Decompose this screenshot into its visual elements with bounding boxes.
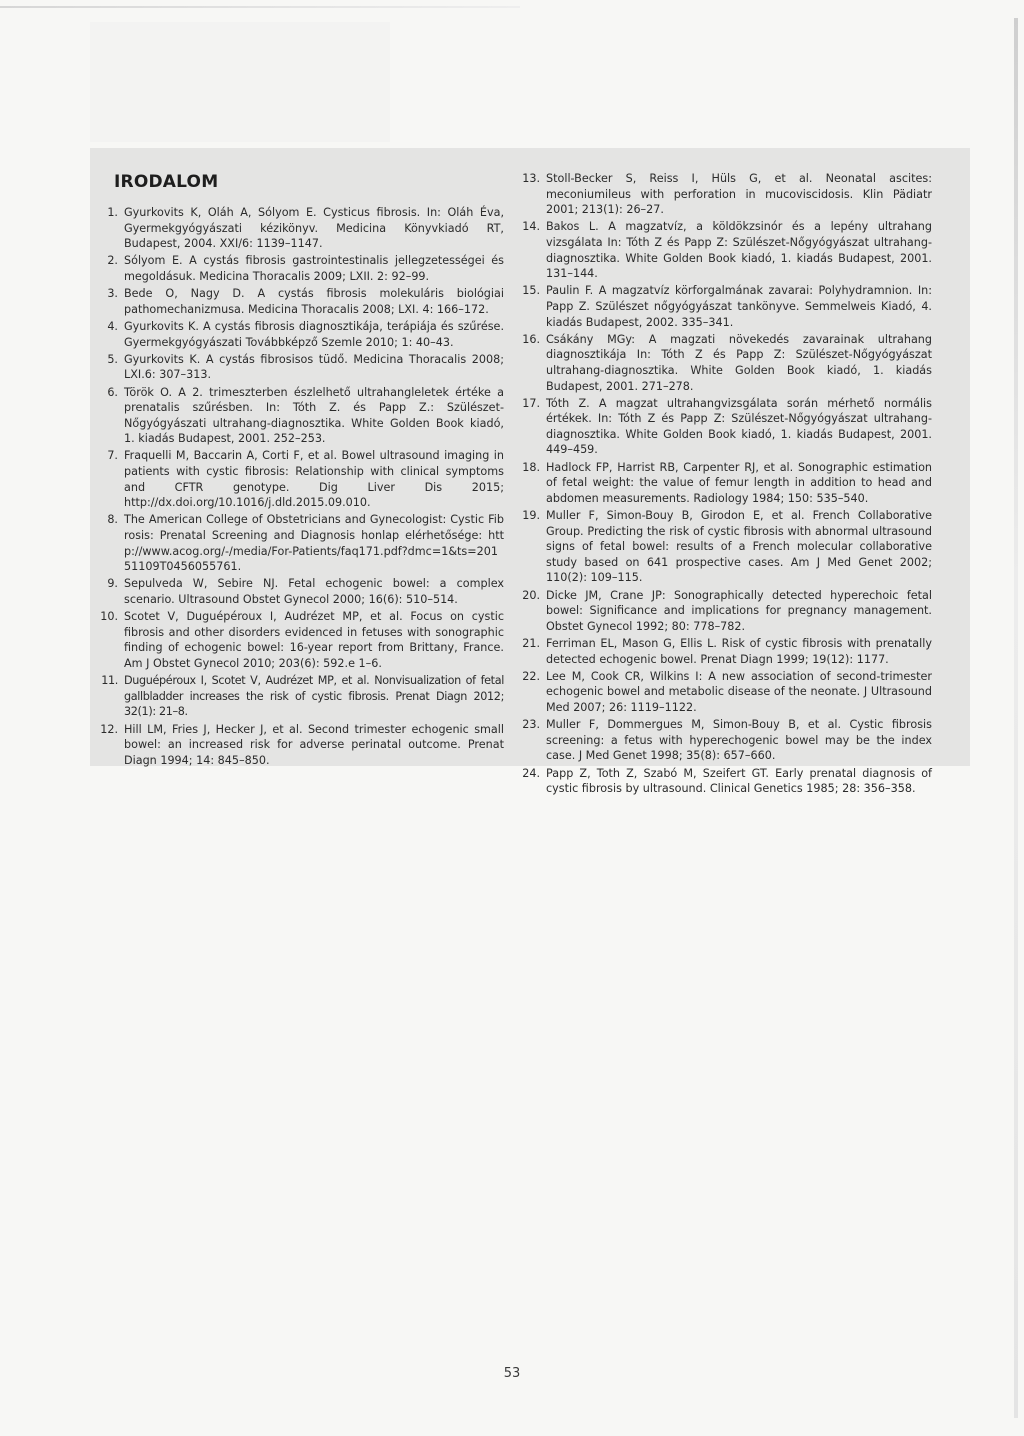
reference-item	[100, 512, 504, 574]
reference-text: Csákány MGy: A magzati növekedés zavarainak ultrahang diagnosztikája In: Tóth Z és Papp Z: Szülészet-Nőgyógyászat ultrahang-diagnosztika. White Golden Book kiadó, 1. kiadás Budapest, 2001. 271–278.	[546, 332, 932, 393]
reference-item	[522, 766, 932, 797]
scan-edge-top	[0, 6, 520, 8]
reference-item	[100, 722, 504, 769]
reference-text: Muller F, Simon-Bouy B, Girodon E, et al. French Collaborative Group. Predicting the risk of cystic fibrosis with abnormal ultrasound signs of fetal bowel: results of a French molecular collaborative study based on 641 prospective cases. Am J Med Genet 2002; 110(2): 109–115.	[546, 509, 932, 585]
reference-text: Paulin F. A magzatvíz körforgalmának zavarai: Polyhydramnion. In: Papp Z. Szülészet nőgyógyászat tankönyve. Semmelweis Kiadó, 4. kiadás Budapest, 2002. 335–341.	[546, 284, 932, 329]
page-number: 53	[503, 1366, 521, 1381]
reference-text: Gyurkovits K. A cystás fibrosis diagnosztikája, terápiája és szűrése. Gyermekgyógyászati Továbbképző Szemle 2010; 1: 40–43.	[124, 319, 504, 349]
reference-text: Scotet V, Duguépéroux I, Audrézet MP, et al. Focus on cystic fibrosis and other disorders evidenced in fetuses with sonographic finding of echogenic bowel: 16-year report from Brittany, France. Am J Obstet Gynecol 2010; 203(6): 592.e 1–6.	[124, 610, 504, 670]
reference-text: Muller F, Dommergues M, Simon-Bouy B, et al. Cystic fibrosis screening: a fetus with hyperechogenic bowel may be the index case. J Med Genet 1998; 35(8): 657–660.	[546, 718, 932, 763]
reference-number: 22.	[522, 669, 540, 683]
blank-header-area	[90, 22, 390, 142]
reference-item	[100, 673, 504, 720]
reference-number: 13.	[522, 172, 540, 185]
reference-text: Ferriman EL, Mason G, Ellis L. Risk of cystic fibrosis with prenatally detected echogenic bowel. Prenat Diagn 1999; 19(12): 1177.	[546, 636, 932, 666]
reference-item	[100, 286, 504, 317]
reference-number: 8.	[107, 513, 118, 527]
reference-number: 12.	[100, 722, 118, 736]
reference-text: Dicke JM, Crane JP: Sonographically detected hyperechoic fetal bowel: Significance and implications for pregnancy management. Obstet Gynecol 1992; 80: 778–782.	[546, 588, 932, 633]
reference-item	[522, 219, 932, 281]
section-title: IRODALOM	[114, 172, 219, 192]
reference-number: 10.	[100, 610, 118, 624]
reference-number: 19.	[522, 509, 540, 523]
reference-text: Gyurkovits K, Oláh A, Sólyom E. Cysticus fibrosis. In: Oláh Éva, Gyermekgyógyászati kézikönyv. Medicina Könyvkiadó RT, Budapest, 2004. XXI/6: 1139–1147.	[124, 206, 504, 251]
reference-text: Bakos L. A magzatvíz, a köldökzsinór és a lepény ultrahang vizsgálata In: Tóth Z és Papp Z: Szülészet-Nőgyógyászat ultrahang-diagnosztika. White Golden Book kiadó, 1. kiadás Budapest, 2001. 131–144.	[546, 220, 932, 281]
reference-text: Stoll-Becker S, Reiss I, Hüls G, et al. Neonatal ascites: meconiumileus with perforation in mucoviscidosis. Klin Pädiatr 2001; 213(1): 26–27.	[546, 172, 932, 217]
reference-item	[522, 332, 932, 394]
reference-item	[100, 253, 504, 284]
reference-item	[522, 717, 932, 764]
scan-edge-right	[1014, 18, 1018, 1418]
reference-item	[522, 588, 932, 635]
reference-text: Bede O, Nagy D. A cystás fibrosis molekuláris biológiai pathomechanizmusa. Medicina Thoracalis 2008; LXI. 4: 166–172.	[124, 287, 504, 316]
reference-number: 1.	[107, 206, 118, 219]
reference-item	[522, 171, 932, 218]
reference-item	[522, 669, 932, 716]
reference-text: Gyurkovits K. A cystás fibrosisos tüdő. Medicina Thoracalis 2008; LXI.6: 307–313.	[124, 352, 504, 382]
reference-item	[100, 385, 504, 447]
reference-item	[100, 609, 504, 671]
reference-number: 6.	[107, 385, 118, 399]
reference-text: Papp Z, Toth Z, Szabó M, Szeifert GT. Early prenatal diagnosis of cystic fibrosis by ultrasound. Clinical Genetics 1985; 28: 356–358.	[546, 766, 932, 796]
reference-item	[100, 319, 504, 350]
reference-text: Hadlock FP, Harrist RB, Carpenter RJ, et al. Sonographic estimation of fetal weight: the value of femur length in addition to head and abdomen measurements. Radiology 1984; 150: 535–540.	[546, 460, 932, 505]
reference-number: 15.	[522, 284, 540, 298]
reference-text: Sepulveda W, Sebire NJ. Fetal echogenic bowel: a complex scenario. Ultrasound Obstet Gynecol 2000; 16(6): 510–514.	[124, 577, 504, 606]
reference-number: 3.	[107, 287, 118, 301]
reference-item	[522, 460, 932, 507]
reference-number: 14.	[522, 220, 540, 234]
reference-text: Tóth Z. A magzat ultrahangvizsgálata során mérhető normális értékek. In: Tóth Z és Papp Z: Szülészet-Nőgyógyászat ultrahang-diagnosztika. White Golden Book kiadó, 1. kiadás Budapest, 2001. 449–459.	[546, 396, 932, 457]
reference-item	[522, 508, 932, 586]
reference-text: Fraquelli M, Baccarin A, Corti F, et al. Bowel ultrasound imaging in patients with cystic fibrosis: Relationship with clinical symptoms and CFTR genotype. Dig Liver Dis 2015; http://dx.doi.org/10.1016/j.dld.2015.09.010.	[124, 449, 504, 510]
reference-item	[100, 576, 504, 607]
reference-text: Török O. A 2. trimeszterben észlelhető ultrahangleletek értéke a prenatalis szűrésben. In: Tóth Z. és Papp Z.: Szülészet-Nőgyógyászati ultrahang-diagnosztika. White Golden Book kiadó, 1. kiadás Budapest, 2001. 252–253.	[124, 385, 504, 446]
references-right-column	[522, 171, 932, 798]
reference-text: Sólyom E. A cystás fibrosis gastrointestinalis jellegzetességei és megoldásuk. Medicina Thoracalis 2009; LXII. 2: 92–99.	[124, 254, 504, 283]
reference-number: 24.	[522, 766, 540, 780]
reference-number: 17.	[522, 396, 540, 410]
reference-item	[522, 283, 932, 330]
reference-text: The American College of Obstetricians and Gynecologist: Cystic Fibrosis: Prenatal Screening and Diagnosis honlap elérhetősége: http://www.acog.org/-/media/For-Patients/faq171.pdf?dmc=1&ts=20151109T0456055761.	[124, 513, 504, 574]
references-left-column	[100, 205, 504, 770]
reference-number: 20.	[522, 588, 540, 602]
reference-number: 16.	[522, 332, 540, 346]
reference-number: 11.	[101, 674, 118, 688]
reference-number: 21.	[522, 636, 540, 650]
reference-item	[100, 352, 504, 383]
reference-item	[522, 396, 932, 458]
reference-number: 18.	[522, 460, 540, 474]
reference-item	[100, 448, 504, 510]
reference-number: 7.	[107, 449, 118, 463]
reference-number: 5.	[107, 352, 118, 366]
reference-text: Lee M, Cook CR, Wilkins I: A new association of second-trimester echogenic bowel and metabolic disease of the neonate. J Ultrasound Med 2007; 26: 1119–1122.	[546, 669, 932, 714]
reference-number: 23.	[522, 718, 540, 732]
reference-number: 4.	[107, 319, 118, 333]
reference-number: 2.	[107, 254, 118, 268]
reference-item	[100, 205, 504, 252]
reference-text: Hill LM, Fries J, Hecker J, et al. Second trimester echogenic small bowel: an increased risk for adverse perinatal outcome. Prenat Diagn 1994; 14: 845–850.	[124, 722, 504, 767]
reference-item	[522, 636, 932, 667]
reference-number: 9.	[107, 577, 118, 591]
reference-text: Duguépéroux I, Scotet V, Audrézet MP, et al. Nonvisualization of fetal gallbladder increases the risk of cystic fibrosis. Prenat Diagn 2012; 32(1): 21–8.	[124, 674, 504, 719]
